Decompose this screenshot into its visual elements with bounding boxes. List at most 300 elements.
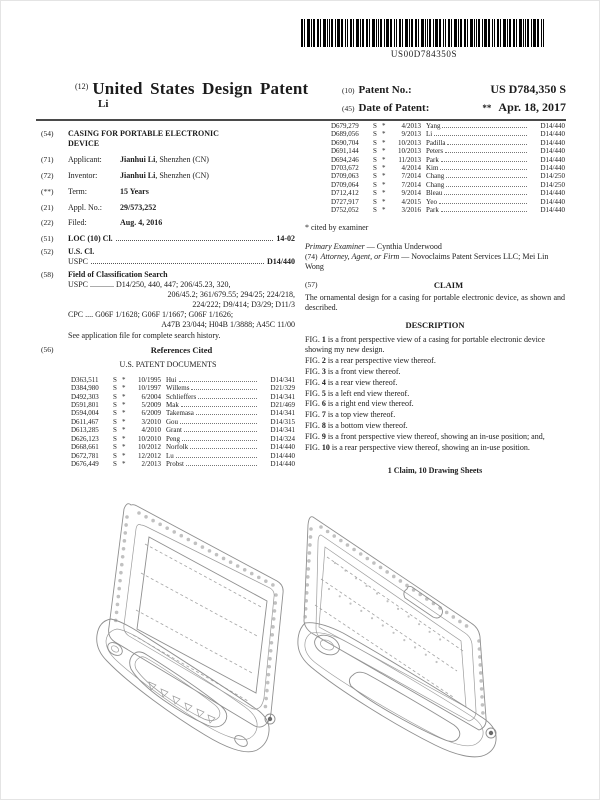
ref-rno: D691,144 bbox=[331, 147, 359, 156]
ref-rstar: * bbox=[382, 189, 386, 198]
table-row bbox=[331, 156, 565, 164]
barcode-bar bbox=[476, 19, 477, 47]
ref-rkind: S bbox=[373, 189, 377, 198]
ref-rstar: * bbox=[382, 172, 386, 181]
barcode-bar bbox=[425, 19, 426, 47]
barcode-bar bbox=[415, 19, 417, 47]
figure-description-line: FIG. 4 is a rear view thereof. bbox=[305, 377, 398, 387]
ref-rkind: S bbox=[373, 130, 377, 139]
ref-rdate: 10/2010 bbox=[138, 434, 161, 443]
ref-rkind: S bbox=[373, 172, 377, 181]
claim-text: The ornamental design for a casing for portable electronic device, as shown and described. bbox=[305, 292, 565, 312]
classification-line: CPC .... G06F 1/1628; G06F 1/1667; G06F 1/1626; bbox=[68, 309, 234, 319]
barcode-bar bbox=[376, 19, 377, 47]
description-title: DESCRIPTION bbox=[405, 320, 465, 331]
applicant-name: Jianhui Li bbox=[120, 154, 156, 164]
barcode-bar bbox=[418, 19, 419, 47]
barcode-bar bbox=[433, 19, 434, 47]
ref-rlead bbox=[186, 465, 257, 466]
ref-rno: D384,980 bbox=[71, 384, 99, 393]
barcode-bar bbox=[445, 19, 446, 47]
figure-description-line: FIG. 9 is a front perspective view thereof, showing an in-use position; and, bbox=[305, 432, 545, 442]
ref-rname: Bleau bbox=[426, 189, 443, 198]
ref-rdate: 11/2013 bbox=[398, 155, 421, 164]
table-row bbox=[331, 122, 565, 130]
ref-rno: D492,303 bbox=[71, 392, 99, 401]
field-filed bbox=[41, 218, 295, 228]
ref-rname: Schlieffers bbox=[166, 392, 197, 401]
ref-rdate: 12/2012 bbox=[138, 451, 161, 460]
kind-code-tag: (12) bbox=[75, 82, 89, 91]
ref-rkind: S bbox=[113, 384, 117, 393]
ref-rno: D594,004 bbox=[71, 409, 99, 418]
barcode-bar bbox=[353, 19, 354, 47]
ref-rstar: * bbox=[382, 130, 386, 139]
ref-rstar: * bbox=[382, 197, 386, 206]
barcode-bar bbox=[454, 19, 457, 47]
figure-description-line: FIG. 8 is a bottom view thereof. bbox=[305, 421, 408, 431]
patent-date-row bbox=[342, 100, 566, 115]
barcode-bar bbox=[311, 19, 312, 47]
ref-rdate: 4/2014 bbox=[401, 164, 421, 173]
barcode-bar bbox=[421, 19, 424, 47]
ref-rcls: D14/440 bbox=[540, 138, 565, 147]
ref-rstar: * bbox=[382, 147, 386, 156]
table-row bbox=[71, 435, 295, 443]
barcode-bar bbox=[369, 19, 370, 47]
ref-rlead bbox=[180, 423, 257, 424]
ref-rname: Kim bbox=[426, 164, 439, 173]
attorney-tag: (74) bbox=[305, 252, 318, 262]
table-row bbox=[71, 452, 295, 460]
ref-rstar: * bbox=[122, 392, 126, 401]
field-search-tag: (58) bbox=[41, 270, 54, 280]
appl-label: Appl. No.: bbox=[68, 202, 102, 212]
ref-rcls: D14/440 bbox=[540, 189, 565, 198]
ref-rname: Park bbox=[426, 155, 439, 164]
field-filed-tag: (22) bbox=[41, 218, 54, 228]
field-loc-class bbox=[41, 234, 295, 244]
ref-rno: D613,285 bbox=[71, 426, 99, 435]
barcode-bar bbox=[523, 19, 524, 47]
barcode-bar bbox=[474, 19, 475, 47]
ref-rcls: D14/315 bbox=[270, 417, 295, 426]
ref-rdate: 9/2013 bbox=[401, 130, 421, 139]
ref-rkind: S bbox=[373, 138, 377, 147]
ref-rno: D703,672 bbox=[331, 164, 359, 173]
ref-rkind: S bbox=[373, 180, 377, 189]
header-left bbox=[75, 79, 385, 110]
ref-rname: Gou bbox=[166, 417, 179, 426]
barcode-bar bbox=[390, 19, 392, 47]
ref-rlead bbox=[184, 431, 257, 432]
barcode-bar bbox=[384, 19, 385, 47]
ref-rdate: 3/2010 bbox=[141, 417, 161, 426]
loc-value: 14-02 bbox=[276, 234, 295, 244]
barcode-bar bbox=[541, 19, 542, 47]
figure-description-line: FIG. 5 is a left end view thereof. bbox=[305, 388, 410, 398]
examiner-name: — Cynthia Underwood bbox=[366, 242, 442, 252]
ref-rcls: D14/341 bbox=[270, 392, 295, 401]
barcode-bar bbox=[317, 19, 319, 47]
ref-rno: D712,412 bbox=[331, 189, 359, 198]
ref-rdate: 10/2012 bbox=[138, 443, 161, 452]
barcode-bar bbox=[464, 19, 466, 47]
ref-rcls: D14/250 bbox=[540, 180, 565, 189]
barcode-bar bbox=[470, 19, 473, 47]
barcode-bar bbox=[519, 19, 522, 47]
attorney-label: Attorney, Agent, or Firm bbox=[320, 252, 400, 262]
patent-date-label: Date of Patent: bbox=[358, 102, 430, 114]
ref-rstar: * bbox=[382, 206, 386, 215]
ref-rkind: S bbox=[113, 375, 117, 384]
references-tag: (56) bbox=[41, 345, 54, 355]
barcode-bar bbox=[337, 19, 340, 47]
ref-rkind: S bbox=[373, 164, 377, 173]
figure-description-line: FIG. 10 is a rear perspective view thereof, showing an in-use position. bbox=[305, 443, 530, 453]
barcode-bar bbox=[492, 19, 493, 47]
invention-title: CASING FOR PORTABLE ELECTRONIC DEVICE bbox=[68, 129, 219, 148]
barcode-bar bbox=[478, 19, 480, 47]
header-divider bbox=[36, 119, 566, 121]
ref-rno: D752,052 bbox=[331, 206, 359, 215]
barcode-bar bbox=[304, 19, 305, 47]
primary-examiner-line bbox=[305, 242, 565, 252]
ref-rkind: S bbox=[373, 155, 377, 164]
ref-rno: D676,449 bbox=[71, 459, 99, 468]
field-appl-no bbox=[41, 203, 295, 213]
header-right bbox=[342, 82, 566, 118]
ref-rdate: 7/2014 bbox=[401, 180, 421, 189]
ref-rstar: * bbox=[382, 164, 386, 173]
barcode-bar bbox=[531, 19, 532, 47]
claim-heading bbox=[305, 280, 565, 291]
ref-rno: D694,246 bbox=[331, 155, 359, 164]
barcode-bar bbox=[399, 19, 401, 47]
claim-title: CLAIM bbox=[433, 280, 464, 291]
field-term-tag: (**) bbox=[41, 186, 54, 196]
ref-rdate: 7/2014 bbox=[401, 172, 421, 181]
loc-label: LOC (10) Cl. bbox=[68, 234, 113, 244]
inventor-label: Inventor: bbox=[68, 170, 98, 180]
ref-rno: D690,704 bbox=[331, 138, 359, 147]
ref-rname: Chang bbox=[426, 172, 445, 181]
patent-date-tag: (45) bbox=[342, 104, 355, 113]
ref-rstar: * bbox=[122, 426, 126, 435]
barcode-bar bbox=[509, 19, 511, 47]
ref-rlead bbox=[198, 398, 257, 399]
patent-number-label: Patent No.: bbox=[358, 84, 412, 96]
field-inventor-tag: (72) bbox=[41, 170, 54, 180]
figure-rear-perspective-drawing bbox=[295, 493, 557, 793]
cited-by-examiner-note: * cited by examiner bbox=[305, 223, 369, 233]
ref-rdate: 4/2013 bbox=[401, 122, 421, 130]
attorney-line bbox=[305, 252, 565, 272]
ref-rdate: 10/2013 bbox=[398, 147, 421, 156]
ref-rno: D591,801 bbox=[71, 401, 99, 410]
patent-number-value: US D784,350 S bbox=[490, 82, 566, 96]
ref-rname: Yeo bbox=[426, 197, 437, 206]
ref-rlead bbox=[445, 152, 527, 153]
classification-line: USPC ............ D14/250, 440, 447; 206/45.23, 320, bbox=[68, 279, 231, 289]
applicant-label: Applicant: bbox=[68, 154, 102, 164]
ref-rstar: * bbox=[382, 155, 386, 164]
ref-rno: D709,064 bbox=[331, 180, 359, 189]
uspc-label: USPC bbox=[68, 257, 89, 267]
case-frame bbox=[109, 504, 284, 727]
ref-rstar: * bbox=[122, 451, 126, 460]
ref-rdate: 4/2010 bbox=[141, 426, 161, 435]
ref-rno: D727,917 bbox=[331, 197, 359, 206]
ref-rlead bbox=[442, 127, 527, 128]
barcode-bar bbox=[411, 19, 413, 47]
barcode-bar bbox=[513, 19, 515, 47]
ref-rlead bbox=[439, 203, 527, 204]
barcode-bar bbox=[347, 19, 348, 47]
ref-rkind: S bbox=[373, 147, 377, 156]
ref-table-left bbox=[71, 376, 295, 468]
barcode-bar bbox=[516, 19, 517, 47]
patent-number-row bbox=[342, 82, 566, 97]
ref-rname: Lu bbox=[166, 451, 174, 460]
field-title-tag: (54) bbox=[41, 129, 54, 138]
uscl-label: U.S. Cl. bbox=[68, 247, 95, 257]
ref-rlead bbox=[447, 144, 527, 145]
ref-rcls: D14/250 bbox=[540, 172, 565, 181]
barcode-bar bbox=[405, 19, 408, 47]
ref-rlead bbox=[444, 194, 527, 195]
barcode-bar bbox=[380, 19, 382, 47]
references-cited-heading bbox=[41, 345, 295, 356]
barcode-bar bbox=[386, 19, 389, 47]
claims-sheets-note: 1 Claim, 10 Drawing Sheets bbox=[387, 465, 483, 475]
ref-rlead bbox=[179, 381, 258, 382]
ref-rkind: S bbox=[373, 197, 377, 206]
examiner-label: Primary Examiner bbox=[305, 242, 365, 252]
table-row bbox=[71, 443, 295, 451]
table-row bbox=[331, 130, 565, 138]
field-uscl-tag: (52) bbox=[41, 247, 54, 257]
ref-rno: D668,661 bbox=[71, 443, 99, 452]
ref-rdate: 6/2009 bbox=[141, 409, 161, 418]
field-term bbox=[41, 187, 295, 197]
table-row bbox=[331, 181, 565, 189]
ref-rno: D709,063 bbox=[331, 172, 359, 181]
cpc-search-lines bbox=[68, 310, 295, 330]
ref-rno: D679,279 bbox=[331, 122, 359, 130]
ref-rname: Mak bbox=[166, 401, 179, 410]
case-texture bbox=[133, 544, 263, 701]
ref-rstar: * bbox=[122, 417, 126, 426]
ref-rdate: 4/2015 bbox=[401, 197, 421, 206]
barcode-bar bbox=[467, 19, 468, 47]
ref-rcls: D14/440 bbox=[270, 451, 295, 460]
barcode-bar bbox=[402, 19, 403, 47]
patent-number-tag: (10) bbox=[342, 86, 355, 95]
table-row bbox=[71, 384, 295, 392]
applicant-location: , Shenzhen (CN) bbox=[155, 154, 209, 164]
table-row bbox=[71, 460, 295, 468]
field-applicant-tag: (71) bbox=[41, 154, 54, 164]
classification-line: 224/222; D9/414; D3/29; D11/3 bbox=[192, 299, 295, 309]
barcode-bar bbox=[488, 19, 490, 47]
ref-rcls: D14/440 bbox=[540, 164, 565, 173]
classification-line: A47B 23/044; H04B 1/3888; A45C 11/00 bbox=[161, 319, 295, 329]
uspc-value: D14/440 bbox=[267, 257, 295, 267]
ref-rcls: D14/440 bbox=[540, 197, 565, 206]
barcode-bar bbox=[537, 19, 539, 47]
barcode-bar bbox=[527, 19, 529, 47]
barcode-bar bbox=[409, 19, 410, 47]
barcode-bar bbox=[320, 19, 321, 47]
barcode-bar bbox=[301, 19, 303, 47]
ref-rkind: S bbox=[373, 206, 377, 215]
ref-rlead bbox=[190, 448, 257, 449]
figure-list bbox=[305, 335, 565, 453]
table-row bbox=[331, 147, 565, 155]
ref-rstar: * bbox=[122, 434, 126, 443]
barcode-bar bbox=[360, 19, 361, 47]
ref-rno: D672,781 bbox=[71, 451, 99, 460]
barcode-bar bbox=[335, 19, 336, 47]
field-appl-tag: (21) bbox=[41, 202, 54, 212]
ref-table-right bbox=[331, 122, 565, 214]
ref-rkind: S bbox=[113, 451, 117, 460]
table-row bbox=[71, 401, 295, 409]
barcode-bar bbox=[443, 19, 444, 47]
ref-rdate: 10/2013 bbox=[398, 138, 421, 147]
figure-front-perspective-drawing bbox=[45, 489, 301, 794]
left-column bbox=[41, 129, 295, 468]
case-base-handle bbox=[97, 619, 275, 752]
barcode-bar bbox=[323, 19, 326, 47]
field-loc-tag: (51) bbox=[41, 234, 54, 244]
search-history-note: See application file for complete search history. bbox=[68, 330, 221, 340]
ref-rname: Li bbox=[426, 130, 433, 139]
ref-rdate: 2/2013 bbox=[141, 459, 161, 468]
inventor-location: , Shenzhen (CN) bbox=[155, 170, 209, 180]
barcode-bar bbox=[448, 19, 450, 47]
ref-rstar: * bbox=[122, 459, 126, 468]
term-label: Term: bbox=[68, 186, 87, 196]
barcode-bar bbox=[494, 19, 495, 47]
inventor-surname: Li bbox=[98, 98, 109, 110]
ref-rname: Takemasa bbox=[166, 409, 194, 418]
barcode-bar bbox=[331, 19, 333, 47]
patent-date: Apr. 18, 2017 bbox=[498, 100, 566, 114]
ref-rcls: D14/440 bbox=[540, 122, 565, 130]
barcode-bar bbox=[327, 19, 328, 47]
us-patent-documents-subtitle: U.S. PATENT DOCUMENTS bbox=[119, 359, 217, 369]
barcode-bar bbox=[366, 19, 368, 47]
ref-rstar: * bbox=[122, 409, 126, 418]
ref-rlead bbox=[182, 440, 257, 441]
table-row bbox=[71, 426, 295, 434]
table-row bbox=[331, 164, 565, 172]
ref-rdate: 6/2004 bbox=[141, 392, 161, 401]
field-classification-search bbox=[41, 270, 295, 340]
table-row bbox=[331, 189, 565, 197]
ref-rno: D626,123 bbox=[71, 434, 99, 443]
ref-rstar: * bbox=[122, 443, 126, 452]
appl-value: 29/573,252 bbox=[120, 202, 157, 212]
references-title: References Cited bbox=[150, 345, 213, 356]
right-column bbox=[305, 122, 565, 476]
ref-rkind: S bbox=[373, 122, 377, 130]
ref-rcls: D14/341 bbox=[270, 426, 295, 435]
barcode-bar bbox=[458, 19, 459, 47]
ref-rkind: S bbox=[113, 434, 117, 443]
ref-rno: D611,467 bbox=[71, 417, 99, 426]
ref-rstar: * bbox=[122, 375, 126, 384]
inventor-name: Jianhui Li bbox=[120, 170, 156, 180]
ref-rstar: * bbox=[382, 138, 386, 147]
ref-rname: Chang bbox=[426, 180, 445, 189]
ref-rlead bbox=[440, 169, 527, 170]
ref-rlead bbox=[441, 211, 527, 212]
barcode-bar bbox=[533, 19, 536, 47]
ref-rname: Willems bbox=[166, 384, 190, 393]
barcode-bar bbox=[482, 19, 483, 47]
ref-rlead bbox=[176, 457, 257, 458]
ref-rcls: D14/440 bbox=[540, 206, 565, 215]
ref-rkind: S bbox=[113, 417, 117, 426]
barcode-bar bbox=[429, 19, 431, 47]
barcode-bar bbox=[484, 19, 487, 47]
ref-rcls: D14/324 bbox=[270, 434, 295, 443]
barcode bbox=[301, 19, 547, 47]
barcode-bar bbox=[497, 19, 499, 47]
dot-leader bbox=[116, 240, 274, 241]
barcode-bar bbox=[362, 19, 364, 47]
ref-rkind: S bbox=[113, 459, 117, 468]
patent-date-value bbox=[482, 100, 566, 115]
case-frame bbox=[304, 517, 486, 730]
barcode-bar bbox=[378, 19, 379, 47]
ref-rlead bbox=[181, 406, 257, 407]
barcode-bar bbox=[329, 19, 330, 47]
ref-rno: D689,056 bbox=[331, 130, 359, 139]
ref-rcls: D14/440 bbox=[270, 459, 295, 468]
barcode-bar bbox=[427, 19, 428, 47]
uspc-search-lines bbox=[68, 280, 295, 310]
barcode-text: US00D784350S bbox=[390, 49, 458, 59]
figure-description-line: FIG. 6 is a right end view thereof. bbox=[305, 399, 414, 409]
ref-rname: Park bbox=[426, 206, 439, 215]
filed-label: Filed: bbox=[68, 218, 87, 228]
table-row bbox=[71, 418, 295, 426]
ref-rstar: * bbox=[382, 122, 386, 130]
figure-description-line: FIG. 7 is a top view thereof. bbox=[305, 410, 396, 420]
ref-rlead bbox=[196, 414, 257, 415]
ref-rlead bbox=[446, 186, 527, 187]
barcode-bar bbox=[435, 19, 438, 47]
ref-rname: Probst bbox=[166, 459, 184, 468]
ref-rname: Hui bbox=[166, 375, 177, 384]
field-us-class bbox=[41, 247, 295, 267]
ref-rkind: S bbox=[113, 401, 117, 410]
ref-rname: Peng bbox=[166, 434, 180, 443]
barcode-bar bbox=[503, 19, 506, 47]
ref-rname: Peters bbox=[426, 147, 444, 156]
ref-rname: Padilla bbox=[426, 138, 446, 147]
figure-description-line: FIG. 1 is a front perspective view of a casing for portable electronic device showing my new design. bbox=[305, 334, 545, 354]
table-row bbox=[331, 139, 565, 147]
barcode-bar bbox=[345, 19, 346, 47]
field-title bbox=[41, 129, 295, 149]
barcode-bar bbox=[460, 19, 462, 47]
field-inventor bbox=[41, 171, 295, 181]
